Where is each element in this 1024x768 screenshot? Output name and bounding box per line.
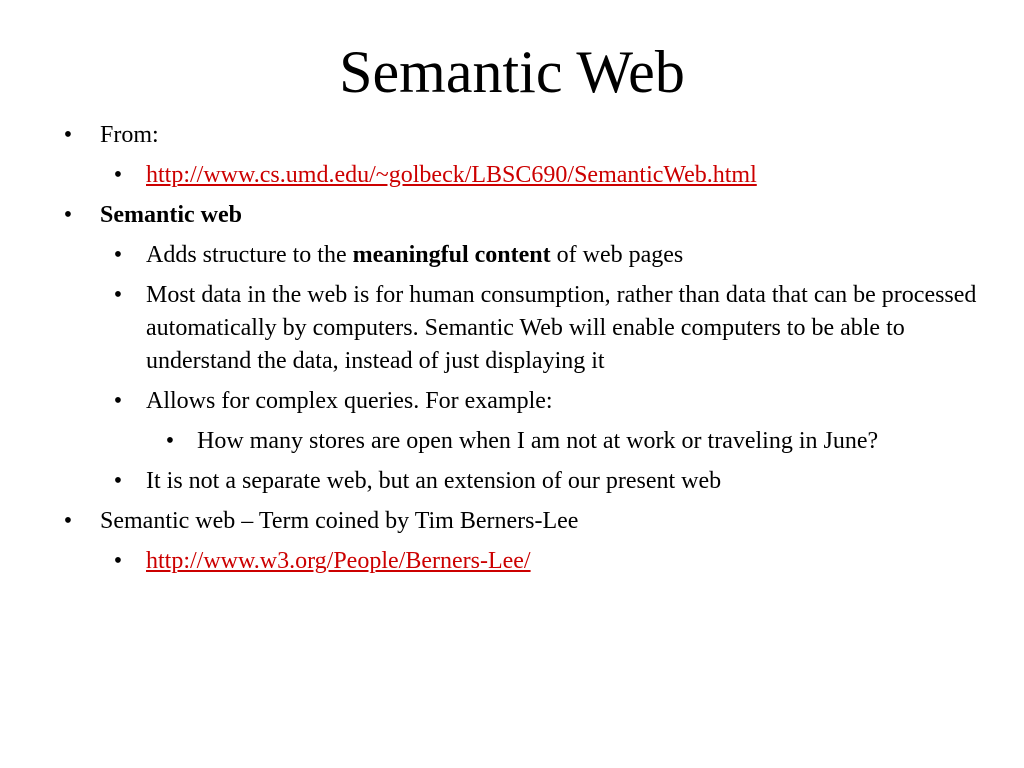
adds-structure-pre: Adds structure to the (146, 242, 353, 268)
bullet-semantic-web-text: Semantic web (100, 202, 242, 228)
bullet-icon: • (63, 122, 73, 148)
slide-title: Semantic Web (339, 39, 685, 105)
bullet-list (0, 119, 1024, 578)
complex-queries-text: Allows for complex queries. For example: (146, 388, 553, 414)
bullet-complex-queries (0, 385, 991, 418)
bullet-berners-lee-link (0, 545, 991, 578)
adds-structure-bold: meaningful content (352, 242, 551, 268)
bullet-icon: • (113, 162, 123, 188)
bullet-icon: • (63, 202, 73, 228)
bullet-term-coined (0, 505, 990, 538)
bullet-icon: • (63, 508, 73, 534)
bullet-icon: • (113, 282, 123, 308)
bullet-icon: • (113, 548, 123, 574)
berners-lee-link[interactable]: http://www.w3.org/People/Berners-Lee/ (146, 548, 531, 574)
bullet-icon: • (165, 428, 175, 454)
bullet-semantic-web (0, 199, 990, 232)
not-separate-text: It is not a separate web, but an extension of our present web (146, 468, 722, 494)
adds-structure-post: of web pages (550, 242, 684, 268)
bullet-from-link (0, 159, 991, 192)
bullet-from (0, 119, 990, 152)
bullet-icon: • (113, 468, 123, 494)
source-link[interactable]: http://www.cs.umd.edu/~golbeck/LBSC690/SemanticWeb.html (146, 162, 757, 188)
example-query-text: How many stores are open when I am not at work or traveling in June? (197, 428, 879, 454)
bullet-not-separate (0, 465, 991, 498)
bullet-most-data (0, 279, 991, 378)
most-data-text: Most data in the web is for human consumption, rather than data that can be processed automatically by computers. Semantic Web will enable computers to be able to understand the data, instead of just displaying it (146, 282, 977, 374)
term-coined-text: Semantic web – Term coined by Tim Berners-Lee (100, 508, 579, 534)
bullet-icon: • (113, 388, 123, 414)
bullet-adds-structure (0, 239, 991, 272)
bullet-icon: • (113, 242, 123, 268)
bullet-example-query (0, 425, 949, 458)
bullet-from-text: From: (100, 122, 159, 148)
